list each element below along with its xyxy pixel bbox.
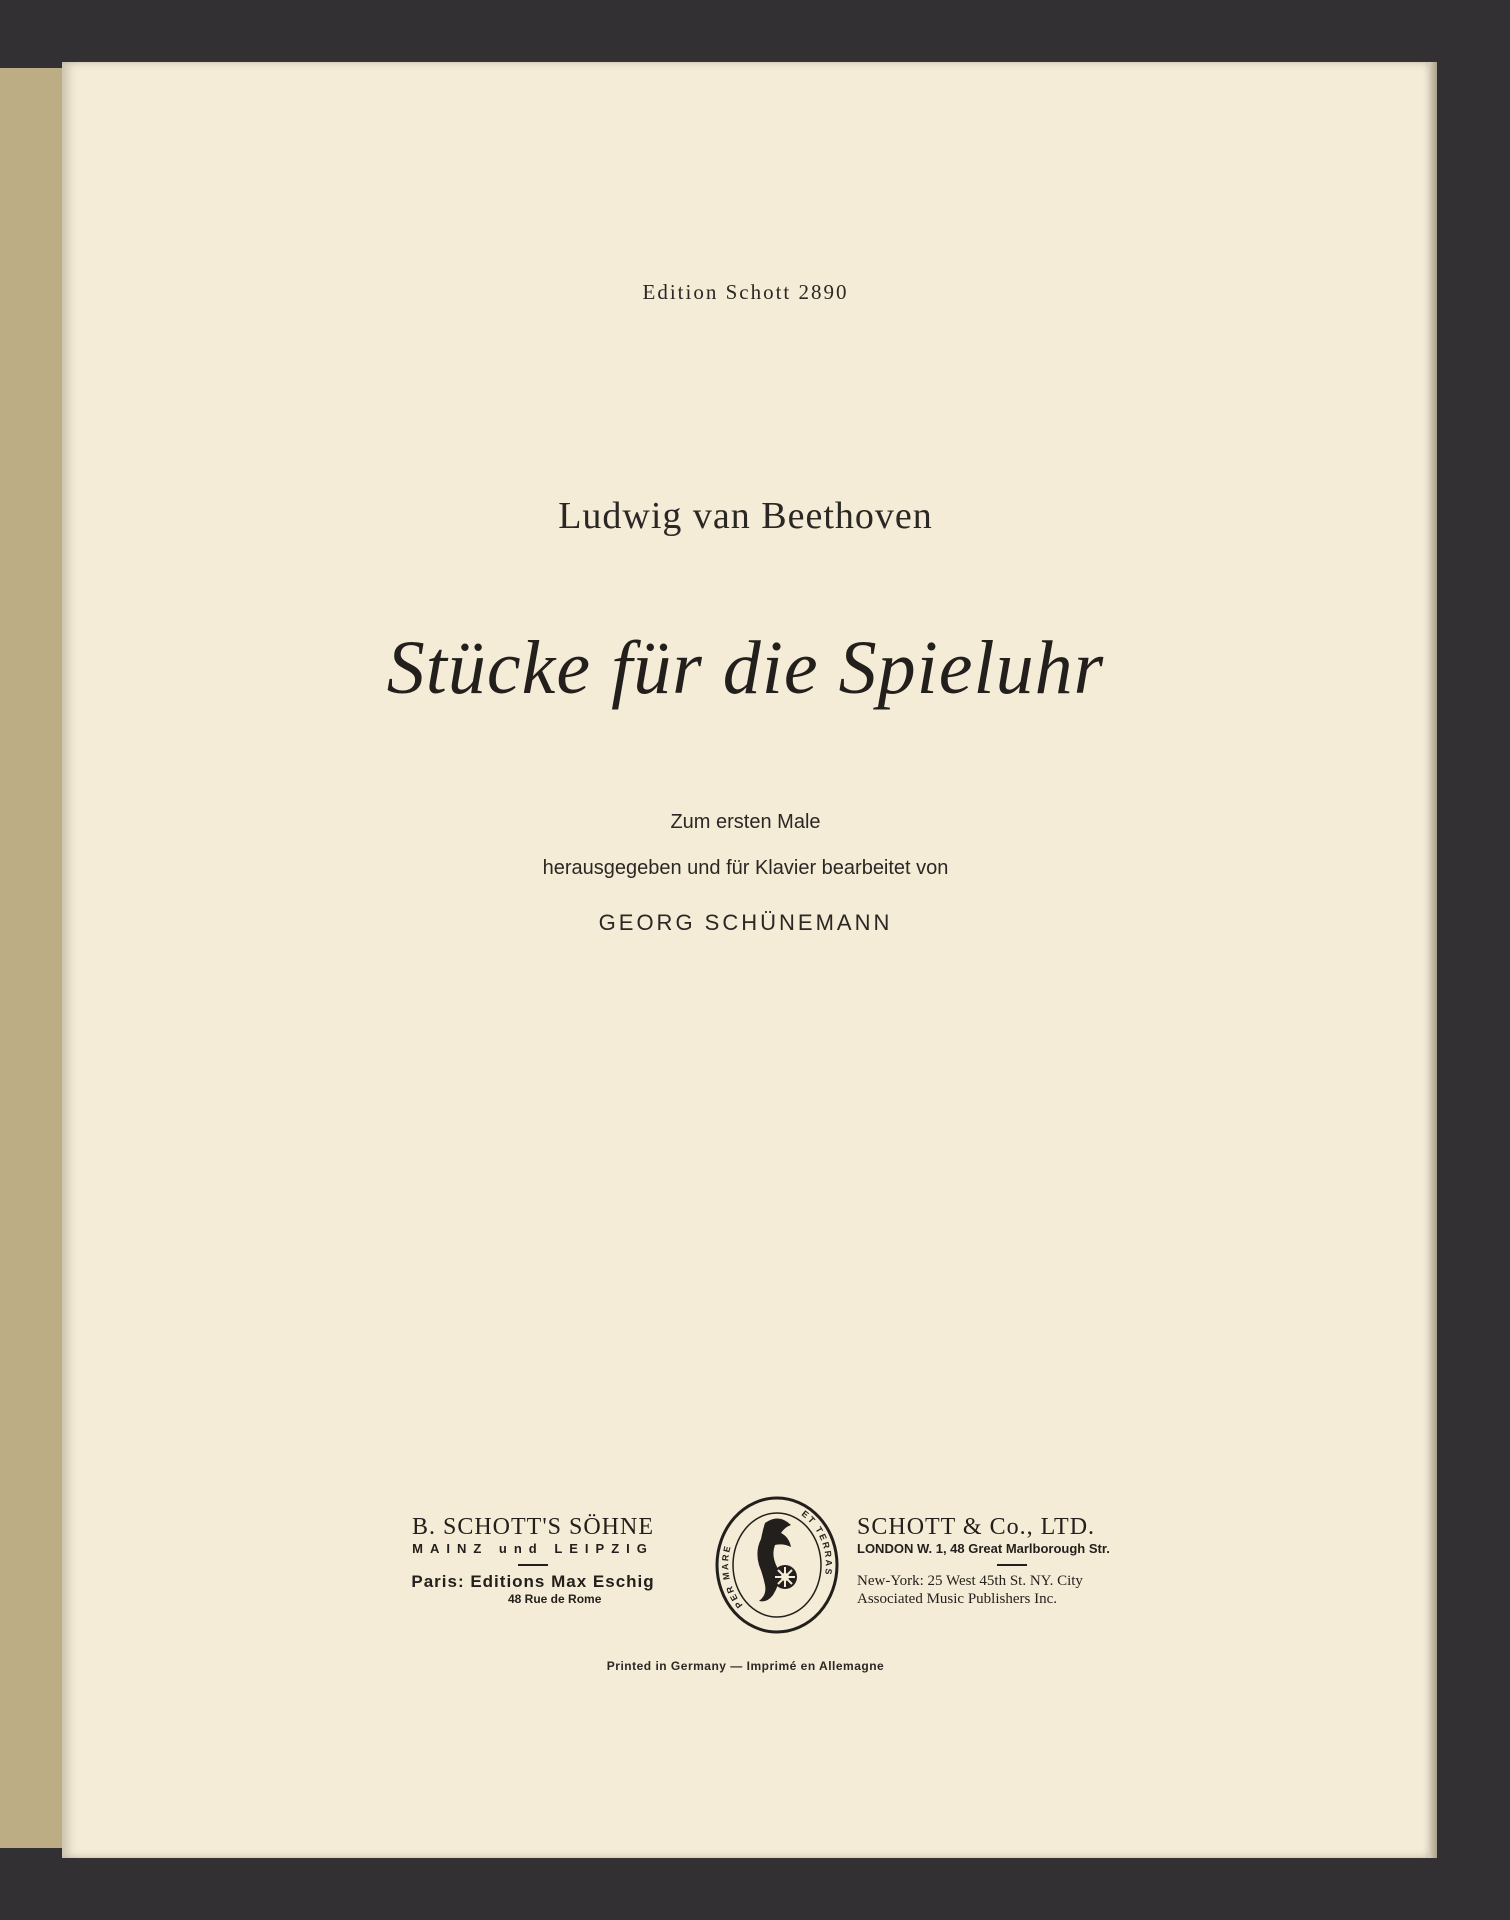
printed-in-note: Printed in Germany — Imprimé en Allemagne (606, 1659, 885, 1673)
publisher-associated: Associated Music Publishers Inc. (857, 1591, 1057, 1607)
editor-name: GEORG SCHÜNEMANN (598, 910, 893, 935)
work-title: Stücke für die Spieluhr (386, 626, 1105, 710)
publisher-paris-address: 48 Rue de Rome (508, 1592, 602, 1606)
publisher-london-address: LONDON W. 1, 48 Great Marlborough Str. (857, 1541, 1110, 1556)
subtitle-line-2: herausgegeben und für Klavier bearbeitet von (542, 857, 949, 879)
publisher-newyork: New-York: 25 West 45th St. NY. City (857, 1573, 1083, 1589)
seal-legend-left: PER MARE (720, 1543, 745, 1611)
edition-number: Edition Schott 2890 (642, 280, 849, 304)
publisher-cities: MAINZ und LEIPZIG (412, 1541, 654, 1556)
svg-text:PER MARE (720, 1543, 744, 1610)
schott-publisher-seal-icon (713, 1495, 841, 1635)
title-page (62, 62, 1429, 1858)
back-cover-edge (0, 68, 68, 1848)
subtitle-line-1: Zum ersten Male (670, 811, 821, 833)
publisher-name-mainz: B. SCHOTT'S SÖHNE (411, 1514, 655, 1540)
page-edge (1429, 62, 1437, 1858)
divider (997, 1564, 1027, 1566)
seal-legend-right: ET TERRAS (799, 1508, 834, 1578)
composer-name: Ludwig van Beethoven (558, 495, 933, 537)
publisher-right-block (857, 1514, 1157, 1608)
publisher-left-block (368, 1514, 698, 1606)
divider (518, 1564, 548, 1566)
publisher-paris: Paris: Editions Max Eschig (411, 1572, 655, 1591)
publisher-name-london: SCHOTT & Co., LTD. (857, 1514, 1096, 1540)
